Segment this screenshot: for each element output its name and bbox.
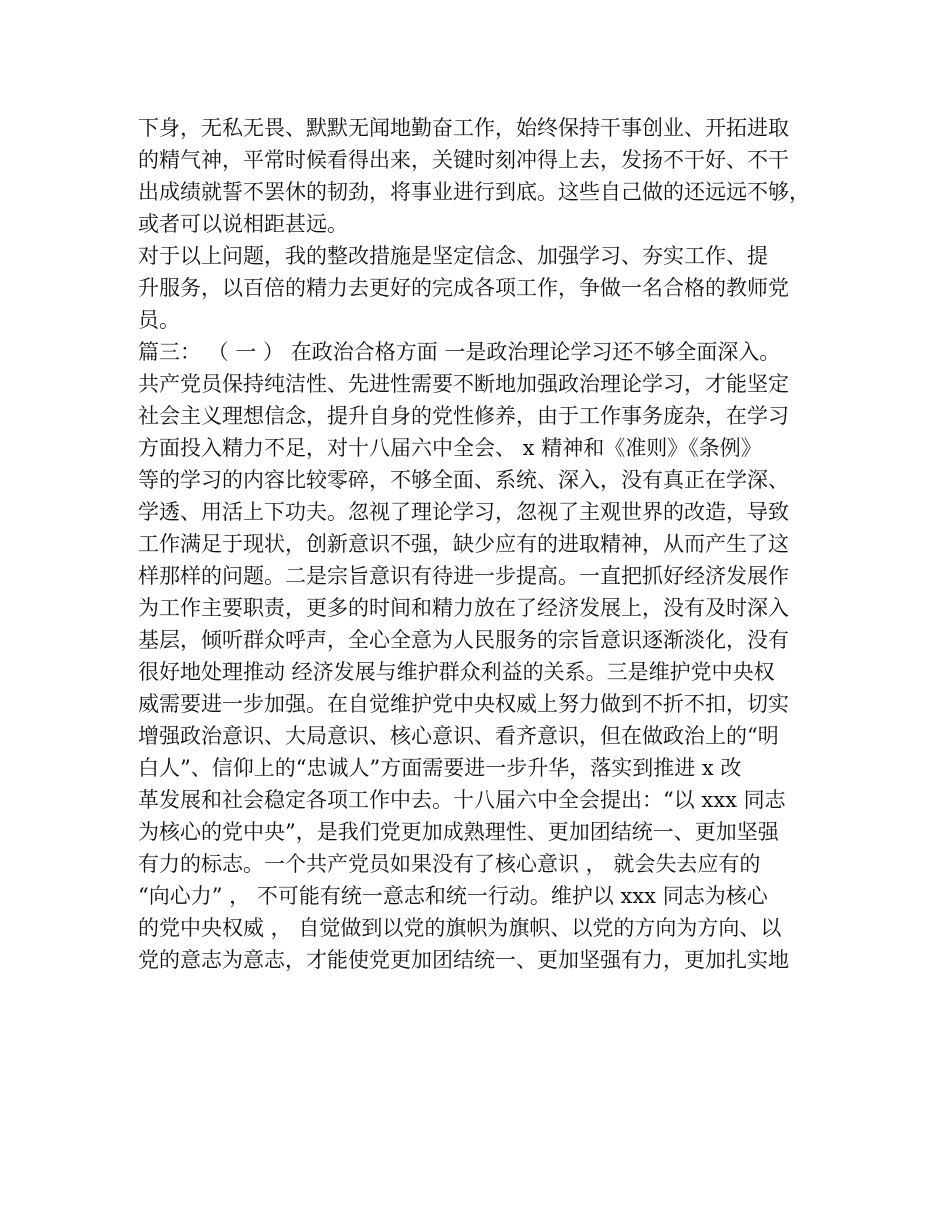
text-line: 增强政治意识、大局意识、核心意识、看齐意识，但在做政治上的“明 — [138, 724, 779, 748]
text-line: 为工作主要职责，更多的时间和精力放在了经济发展上，没有及时深入 — [138, 596, 789, 620]
text-line: 样那样的问题。二是宗旨意识有待进一步提高。一直把抓好经济发展作 — [138, 564, 789, 588]
text-line: “向心力” ， 不可能有统一意志和统一行动。维护以 xxx 同志为核心 — [138, 884, 768, 908]
text-line: 社会主义理想信念，提升自身的党性修养，由于工作事务庞杂，在学习 — [138, 404, 789, 428]
text-line: 为核心的党中央”，是我们党更加成熟理性、更加团结统一、更加坚强 — [138, 820, 779, 844]
text-line: 学透、用活上下功夫。忽视了理论学习，忽视了主观世界的改造，导致 — [138, 500, 789, 524]
text-line: 的精气神，平常时候看得出来，关键时刻冲得上去，发扬不干好、不干 — [138, 148, 789, 172]
text-line: 威需要进一步加强。在自觉维护党中央权威上努力做到不折不扣，切实 — [138, 692, 789, 716]
text-line: 共产党员保持纯洁性、先进性需要不断地加强政治理论学习，才能坚定 — [138, 372, 789, 396]
text-line: 的党中央权威 ， 自觉做到以党的旗帜为旗帜、以党的方向为方向、以 — [138, 916, 782, 940]
text-line: 党的意志为意志，才能使党更加团结统一、更加坚强有力，更加扎实地 — [138, 948, 789, 972]
text-line: 工作满足于现状，创新意识不强，缺少应有的进取精神，从而产生了这 — [138, 532, 789, 556]
text-line: 员。 — [138, 308, 180, 332]
text-line: 革发展和社会稳定各项工作中去。十八届六中全会提出：“以 xxx 同志 — [138, 788, 786, 812]
text-line: 基层，倾听群众呼声，全心全意为人民服务的宗旨意识逐渐淡化，没有 — [138, 628, 789, 652]
text-line: 很好地处理推动 经济发展与维护群众利益的关系。三是维护党中央权 — [138, 660, 775, 684]
text-line: 等的学习的内容比较零碎，不够全面、系统、深入，没有真正在学深、 — [138, 468, 789, 492]
text-line: 或者可以说相距甚远。 — [138, 212, 348, 236]
text-line: 对于以上问题，我的整改措施是坚定信念、加强学习、夯实工作、提 — [138, 244, 768, 268]
text-line: 升服务，以百倍的精力去更好的完成各项工作，争做一名合格的教师党 — [138, 276, 789, 300]
text-line: 下身，无私无畏、默默无闻地勤奋工作，始终保持干事创业、开拓进取 — [138, 116, 789, 140]
text-line: 篇三： （ 一 ） 在政治合格方面 一是政治理论学习还不够全面深入。 — [138, 340, 781, 364]
text-line: 有力的标志。一个共产党员如果没有了核心意识 ， 就会失去应有的 — [138, 852, 761, 876]
text-line: 出成绩就誓不罢休的韧劲，将事业进行到底。这些自己做的还远远不够， — [138, 180, 810, 204]
text-line: 白人”、信仰上的“忠诚人”方面需要进一步升华，落实到推进 x 改 — [138, 756, 742, 780]
text-line: 方面投入精力不足，对十八届六中全会、 x 精神和《准则》《条例》 — [138, 436, 762, 460]
body-text — [138, 112, 838, 976]
